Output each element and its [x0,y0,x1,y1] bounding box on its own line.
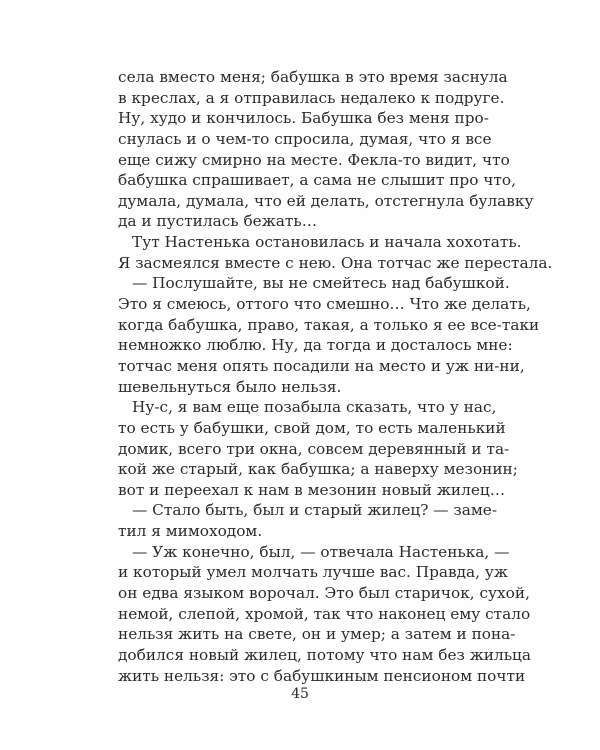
text-line: немой, слепой, хромой, так что наконец ему стало [118,604,531,623]
text-line: и который умел молчать лучше вас. Правда, уж [118,563,508,582]
page-number: 45 [291,686,309,702]
text-line: добился новый жилец, потому что нам без жильца [118,645,531,664]
paragraph-first-line: — Послушайте, вы не смейтесь над бабушкой. [132,274,510,293]
text-line: Это я смеюсь, оттого что смешно… Что же делать, [118,295,531,314]
paragraph-first-line: — Стало быть, был и старый жилец? — заме- [132,501,498,520]
text-line: тотчас меня опять посадили на место и уж ни-ни, [118,356,525,375]
text-line: да и пустилась бежать… [118,212,318,231]
text-line: немножко люблю. Ну, да тогда и досталось мне: [118,336,513,355]
text-line: в креслах, а я отправилась недалеко к подруге. [118,88,505,107]
text-line: Я засмеялся вместе с нею. Она тотчас же перестала. [118,253,553,272]
text-line: села вместо меня; бабушка в это время заснула [118,68,508,86]
text-line: снулась и о чем-то спросила, думая, что я все [118,129,492,148]
text-line: шевельнуться было нельзя. [118,377,342,396]
text-line: то есть у бабушки, свой дом, то есть маленький [118,418,506,437]
text-line: Ну, худо и кончилось. Бабушка без меня про- [118,109,489,128]
text-line: нельзя жить на свете, он и умер; а затем и пона- [118,625,516,644]
text-line: он едва языком ворочал. Это был старичок, сухой, [118,584,530,603]
text-line: кой же старый, как бабушка; а наверху мезонин; [118,460,518,479]
paragraph-first-line: Тут Настенька остановилась и начала хохотать. [132,233,522,252]
text-line: еще сижу смирно на месте. Фекла-то видит, что [118,150,510,169]
text-line: жить нельзя: это с бабушкиным пенсионом почти [118,666,526,685]
body-text [118,67,553,686]
text-line: бабушка спрашивает, а сама не слышит про что, [118,171,516,190]
text-line: когда бабушка, право, такая, а только я ее все-таки [118,315,540,334]
paragraph-first-line: — Уж конечно, был, — отвечала Настенька, — [132,542,510,561]
text-line: домик, всего три окна, совсем деревянный и та- [118,439,510,458]
text-line: вот и переехал к нам в мезонин новый жилец… [118,480,506,499]
paragraph-first-line: Ну-с, я вам еще позабыла сказать, что у нас, [132,398,497,417]
text-line: тил я мимоходом. [118,522,263,541]
text-line: думала, думала, что ей делать, отстегнула булавку [118,191,534,210]
